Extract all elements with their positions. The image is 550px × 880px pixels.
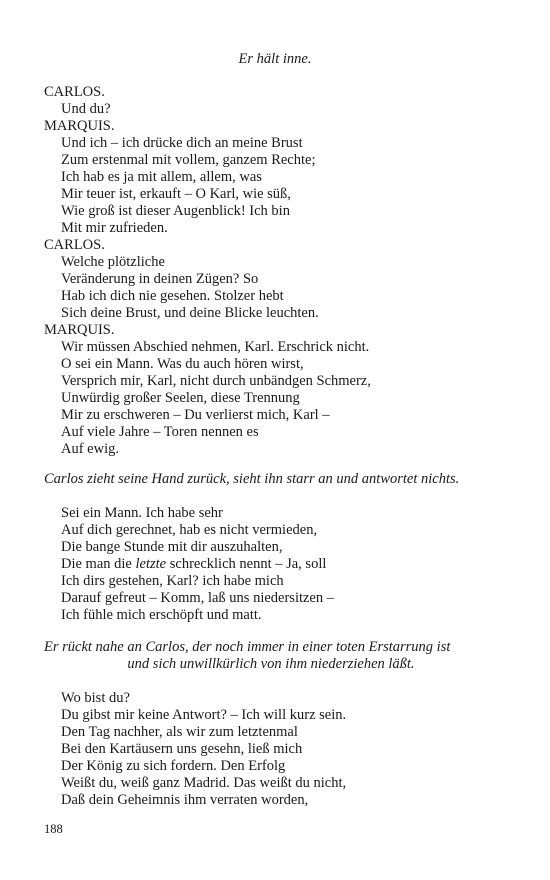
verse-line: Auf ewig. — [61, 441, 119, 457]
page-number: 188 — [44, 822, 63, 836]
speaker-name: CARLOS. — [44, 84, 105, 100]
verse-line: Wo bist du? — [61, 690, 130, 706]
verse-line: Die bange Stunde mit dir auszuhalten, — [61, 539, 283, 555]
dialogue-block-1 — [44, 84, 514, 458]
verse-line: Und ich – ich drücke dich an meine Brust — [61, 135, 303, 151]
verse-line: Versprich mir, Karl, nicht durch unbändgen Schmerz, — [61, 373, 371, 389]
verse-text: Die man die — [61, 556, 136, 572]
stage-direction-mid: Carlos zieht seine Hand zurück, sieht ihn starr an und antwortet nichts. — [44, 471, 460, 487]
stage-direction-line: und sich unwillkürlich von ihm niederziehen läßt. — [127, 656, 415, 672]
verse-line: Wir müssen Abschied nehmen, Karl. Erschrick nicht. — [61, 339, 370, 355]
verse-line: Auf dich gerechnet, hab es nicht vermieden, — [61, 522, 318, 538]
dialogue-block-3 — [44, 690, 514, 809]
verse-line: Mir zu erschweren – Du verlierst mich, Karl – — [61, 407, 330, 423]
verse-text: schrecklich nennt – Ja, soll — [166, 556, 327, 572]
verse-line-with-emphasis — [44, 556, 514, 573]
verse-line: Welche plötzliche — [61, 254, 165, 270]
emphasized-word: letzte — [135, 556, 167, 572]
verse-line: Mir teuer ist, erkauft – O Karl, wie süß, — [61, 186, 291, 202]
verse-line: Der König zu sich fordern. Den Erfolg — [61, 758, 286, 774]
stage-direction-line: Er rückt nahe an Carlos, der noch immer in einer toten Erstarrung ist — [44, 639, 451, 655]
verse-line: Ich fühle mich erschöpft und matt. — [61, 607, 262, 623]
speaker-name: CARLOS. — [44, 237, 105, 253]
verse-line: Darauf gefreut – Komm, laß uns niedersitzen – — [61, 590, 334, 606]
verse-line: Ich dirs gestehen, Karl? ich habe mich — [61, 573, 284, 589]
verse-line: Wie groß ist dieser Augenblick! Ich bin — [61, 203, 290, 219]
stage-direction-top: Er hält inne. — [238, 51, 312, 67]
verse-line: Bei den Kartäusern uns gesehn, ließ mich — [61, 741, 303, 757]
verse-line: Und du? — [61, 101, 111, 117]
verse-line: Zum erstenmal mit vollem, ganzem Rechte; — [61, 152, 316, 168]
verse-line: Ich hab es ja mit allem, allem, was — [61, 169, 262, 185]
verse-line: Mit mir zufrieden. — [61, 220, 168, 236]
verse-line: Du gibst mir keine Antwort? – Ich will kurz sein. — [61, 707, 347, 723]
speaker-name: MARQUIS. — [44, 322, 115, 338]
dialogue-block-2 — [44, 505, 514, 624]
verse-line: Sei ein Mann. Ich habe sehr — [61, 505, 223, 521]
verse-line: O sei ein Mann. Was du auch hören wirst, — [61, 356, 304, 372]
verse-line: Den Tag nachher, als wir zum letztenmal — [61, 724, 298, 740]
stage-direction-two — [44, 639, 514, 673]
speaker-name: MARQUIS. — [44, 118, 115, 134]
verse-line: Hab ich dich nie gesehen. Stolzer hebt — [61, 288, 284, 304]
verse-line: Veränderung in deinen Zügen? So — [61, 271, 259, 287]
verse-line: Daß dein Geheimnis ihm verraten worden, — [61, 792, 309, 808]
verse-line: Auf viele Jahre – Toren nennen es — [61, 424, 259, 440]
verse-line: Sich deine Brust, und deine Blicke leuchten. — [61, 305, 319, 321]
verse-line: Unwürdig großer Seelen, diese Trennung — [61, 390, 300, 406]
verse-line: Weißt du, weiß ganz Madrid. Das weißt du nicht, — [61, 775, 347, 791]
